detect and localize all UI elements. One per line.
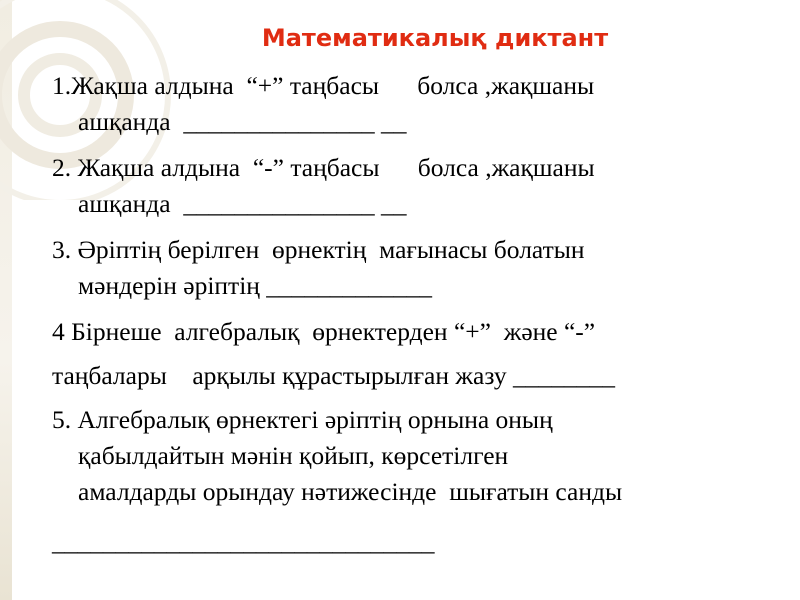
slide-title: Математикалық диктант (261, 24, 609, 52)
item-3-line-1: 3. Әріптің берілген өрнектің мағынасы болатын (52, 235, 585, 264)
item-4-line-1: 4 Бірнеше алгебралық өрнектерден “+” және “-” (52, 317, 596, 346)
item-1-line-2: ашқанда _______________ __ (78, 107, 407, 136)
answer-blank-line: ______________________________ (52, 527, 435, 556)
item-2-line-1: 2. Жақша алдына “-” таңбасы болса ,жақшаны (52, 153, 595, 182)
item-5-line-3: амалдарды орындау нәтижесінде шығатын санды (78, 477, 623, 506)
item-5-line-1: 5. Алгебралық өрнектегі әріптің орнына оның (52, 405, 553, 434)
item-5-line-2: қабылдайтын мәнін қойып, көрсетілген (78, 441, 509, 470)
item-1-line-1: 1.Жақша алдына “+” таңбасы болса ,жақшаны (52, 71, 595, 100)
item-2-line-2: ашқанда _______________ __ (78, 189, 407, 218)
item-3-line-2: мәндерін әріптің _____________ (78, 271, 433, 300)
item-4-line-2: таңбалары арқылы құрастырылған жазу ________ (52, 361, 615, 390)
